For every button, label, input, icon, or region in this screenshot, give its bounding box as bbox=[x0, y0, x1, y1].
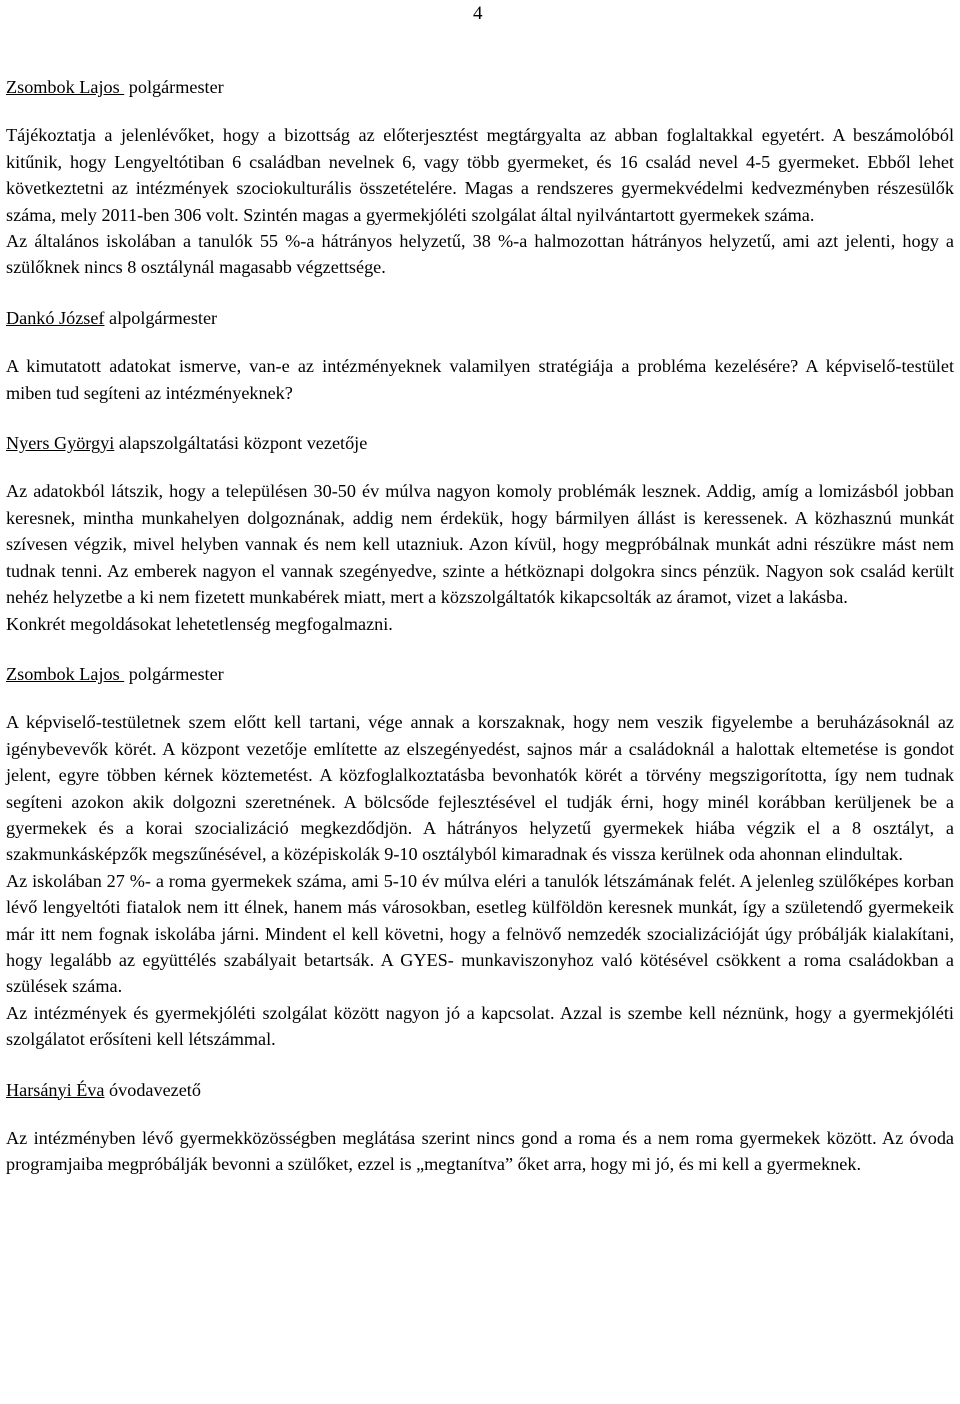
speaker-line bbox=[6, 661, 954, 687]
statement-zsombok-1 bbox=[6, 74, 954, 281]
speaker-line bbox=[6, 74, 954, 100]
speaker-role: óvodavezető bbox=[109, 1079, 201, 1100]
speaker-name: Harsányi Éva bbox=[6, 1079, 105, 1100]
paragraph: Az általános iskolában a tanulók 55 %-a hátrányos helyzetű, 38 %-a halmozottan hátrányos helyzetű, ami azt jelenti, hogy a szülőknek nincs 8 osztálynál magasabb végzettsége. bbox=[6, 231, 954, 278]
speaker-line bbox=[6, 1077, 954, 1103]
speaker-role: polgármester bbox=[128, 77, 224, 97]
paragraph: Tájékoztatja a jelenlévőket, hogy a bizottság az előterjesztést megtárgyalta az abban foglaltakkal egyetért. A beszámolóból kitűnik, hogy Lengyeltótiban 6 családban nevelnek 6, vagy több gyermeket, és 16 család nevel 4-5 gyermeket. Ebből lehet következtetni az intézmények szociokulturális összetételére. Magas a rendszeres gyermekvédelmi kedvezményben részesülők száma, mely 2011-ben 306 volt. Szintén magas a gyermekjóléti szolgálat által nyilvántartott gyermekek száma. bbox=[6, 125, 954, 225]
paragraph: Az intézmények és gyermekjóléti szolgálat között nagyon jó a kapcsolat. Azzal is szembe kell néznünk, hogy a gyermekjóléti szolgálatot erősíteni kell létszámmal. bbox=[6, 1002, 954, 1050]
paragraph: Az intézményben lévő gyermekközösségben meglátása szerint nincs gond a roma és a nem roma gyermekek között. Az óvoda programjaiba megpróbálják bevonni a szülőket, ezzel is „megtanítva” őket arra, hogy mi jó, és mi kell a gyermeknek. bbox=[6, 1128, 954, 1175]
speaker-name: Zsombok Lajos bbox=[6, 77, 125, 97]
speaker-name: Zsombok Lajos bbox=[6, 663, 125, 684]
paragraph: Az iskolában 27 %- a roma gyermekek száma, ami 5-10 év múlva eléri a tanulók létszámának felét. A jelenleg szülőképes korban lévő lengyeltóti fiatalok nem itt élnek, hanem más városokban, esetleg külföldön keresnek munkát, így a születendő gyermekeik már itt nem fognak iskolába járni. Mindent el kell követni, hogy a felnövő nemzedék szocializációját úgy próbálják kialakítani, hogy legalább az együttélés szabályait betartsák. A GYES- munkaviszonyhoz való kötésével csökkent a roma családokban a szülések száma. bbox=[6, 870, 954, 997]
speaker-role: alpolgármester bbox=[109, 307, 218, 328]
minutes-body bbox=[6, 74, 954, 1202]
speaker-role: alapszolgáltatási központ vezetője bbox=[118, 433, 368, 454]
paragraph: A kimutatott adatokat ismerve, van-e az intézményeknek valamilyen stratégiája a probléma kezelésére? A képviselő-testület miben tud segíteni az intézményeknek? bbox=[6, 356, 954, 403]
statement-danko bbox=[6, 305, 954, 406]
paragraph: A képviselő-testületnek szem előtt kell tartani, vége annak a korszaknak, hogy nem veszik figyelembe a beruházásoknál az igénybevevők körét. A központ vezetője említette az elszegényedést, sajnos már a családoknál a halottak eltemetése is gondot jelent, egyre többen kérnek köztemetést. A közfoglalkoztatásba bevonhatók körét a törvény megszigorította, így nem tudnak segíteni azokon akik dolgozni szeretnének. A bölcsőde fejlesztésével el tudják érni, hogy minél korábban kerüljenek be a gyermekek és a korai szocializáció megkezdődjön. A hátrányos helyzetű gyermekek hiába végzik el a 8 osztályt, a szakmunkásképzők megszűnésével, a középiskolák 9-10 osztályból kimaradnak és vissza kerülnek oda ahonnan elindultak. bbox=[6, 712, 954, 865]
page-number: 4 bbox=[473, 3, 483, 24]
speaker-role: polgármester bbox=[128, 663, 224, 684]
statement-nyers bbox=[6, 430, 954, 637]
paragraph: Az adatokból látszik, hogy a településen 30-50 év múlva nagyon komoly problémák lesznek. Addig, amíg a lomizásból jobban keresnek, mintha munkahelyen dolgoznának, addig nem érdekük, hogy bármilyen állást is keressenek. A közhasznú munkát szívesen végzik, mivel helyben vannak és nem kell utazniuk. Azon kívül, hogy megpróbálnak munkát adni részükre mást nem tudnak tenni. Az emberek nagyon el vannak szegényedve, szinte a hétköznapi dolgokra sincs pénzük. Nagyon sok család került nehéz helyzetbe a ki nem fizetett munkabérek miatt, mert a közszolgáltatók kikapcsolták az áramot, vizet a lakásba. bbox=[6, 481, 954, 608]
paragraph: Konkrét megoldásokat lehetetlenség megfogalmazni. bbox=[6, 613, 393, 634]
speaker-name: Dankó József bbox=[6, 307, 105, 328]
statement-harsanyi bbox=[6, 1077, 954, 1178]
speaker-line bbox=[6, 305, 954, 331]
speaker-line bbox=[6, 430, 954, 456]
speaker-name: Nyers Györgyi bbox=[6, 433, 115, 454]
statement-zsombok-2 bbox=[6, 661, 954, 1053]
